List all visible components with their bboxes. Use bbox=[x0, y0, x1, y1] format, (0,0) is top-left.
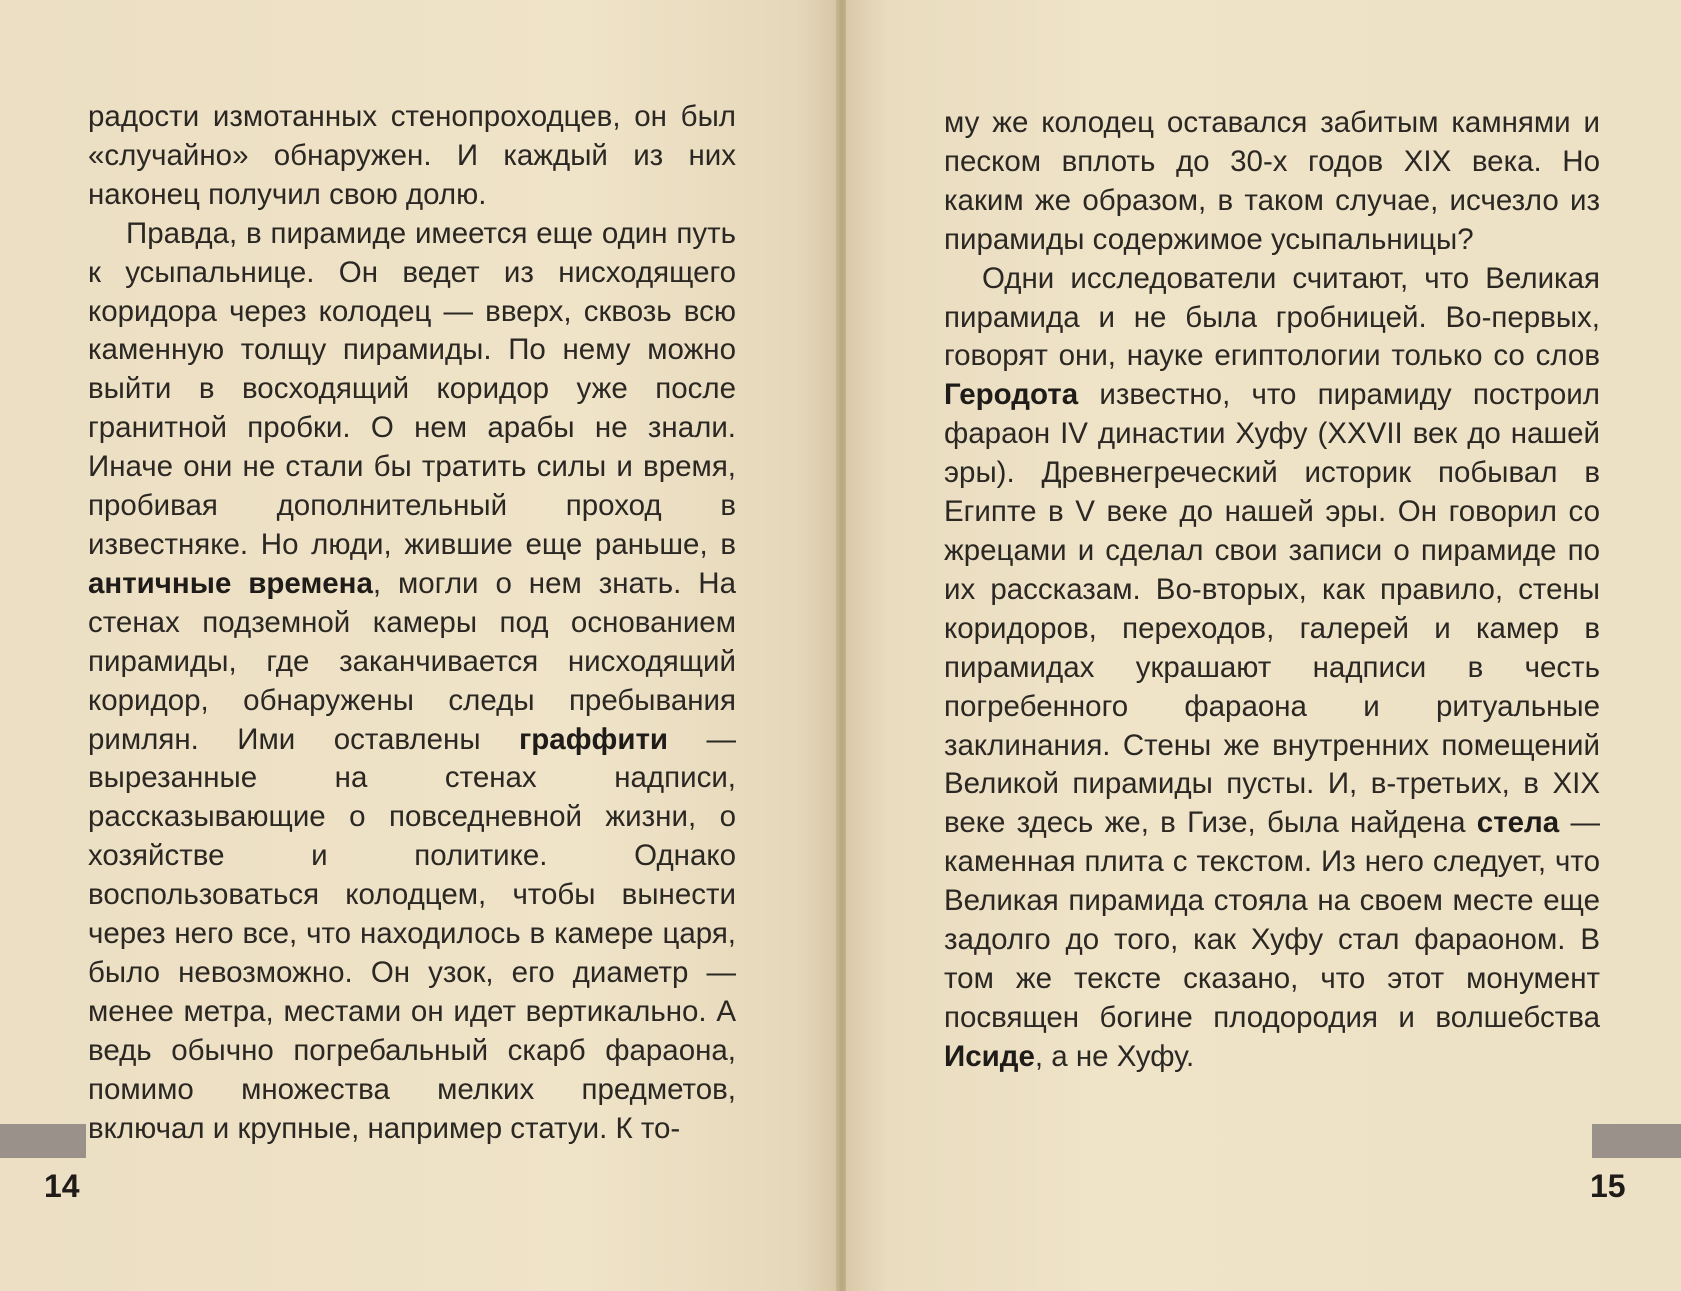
bold-term: стела bbox=[1476, 806, 1560, 840]
text-run: известно, что пирамиду построил фараон IV династии Хуфу (XXVII век до нашей эры). Древнегреческий историк побывал в Египте в V веке до нашей эры. Он говорил со жрецами и сделал свои записи о пирамиде по их рассказам. Во-вторых, как правило, стены коридоров, переходов, галерей и камер в пирамидах украшают надписи в честь погребенного фараона и ритуальные заклинания. Стены же внутренних помещений Великой пирамиды пусты. И, в-третьих, в XIX веке здесь же, в Гизе, была найдена bbox=[944, 378, 1600, 840]
paragraph bbox=[944, 260, 1600, 1077]
text-run: радости измотанных стенопроходцев, он был «случайно» обнаружен. И каждый из них наконец получил свою долю. bbox=[88, 100, 736, 211]
paragraph bbox=[88, 215, 736, 1149]
paragraph bbox=[88, 98, 736, 215]
right-page-text bbox=[944, 104, 1600, 1077]
bold-term: античные времена bbox=[88, 566, 373, 600]
page-tab-marker bbox=[1592, 1124, 1681, 1158]
paragraph bbox=[944, 104, 1600, 260]
text-run: , могли о нем знать. На стенах подземной камеры под основанием пирамиды, где заканчивается нисходящий коридор, обнаружены следы пребывания римлян. Ими оставлены bbox=[88, 566, 736, 756]
bold-term: Геродота bbox=[944, 378, 1079, 412]
left-page bbox=[0, 0, 838, 1291]
page-tab-marker bbox=[0, 1124, 86, 1158]
left-page-text bbox=[88, 98, 736, 1148]
page-number: 14 bbox=[44, 1168, 80, 1204]
bold-term: граффити bbox=[518, 722, 669, 756]
text-run: му же колодец оставался забитым камнями и песком вплоть до 30-х годов XIX века. Но каким же образом, в таком случае, исчезло из пирамиды содержимое усыпальницы? bbox=[944, 106, 1600, 256]
page-number: 15 bbox=[1590, 1168, 1626, 1204]
right-page bbox=[846, 0, 1681, 1291]
bold-term: Исиде bbox=[944, 1039, 1035, 1073]
text-run: , а не Хуфу. bbox=[1034, 1039, 1195, 1073]
text-run: — каменная плита с текстом. Из него следует, что Великая пирамида стояла на своем месте еще задолго до того, как Хуфу стал фараоном. В том же тексте сказано, что этот монумент посвящен богине плодородия и волшебства bbox=[944, 806, 1600, 1034]
text-run: Правда, в пирамиде имеется еще один путь к усыпальнице. Он ведет из нисходящего коридора через колодец — вверх, сквозь всю каменную толщу пирамиды. По нему можно выйти в восходящий коридор уже после гранитной пробки. О нем арабы не знали. Иначе они не стали бы тратить силы и время, пробивая дополнительный проход в известняке. Но люди, жившие еще раньше, в bbox=[88, 216, 736, 561]
text-run: Одни исследователи считают, что Великая пирамида и не была гробницей. Во-первых, говорят они, науке египтологии только со слов bbox=[944, 261, 1600, 373]
text-run: — вырезанные на стенах надписи, рассказывающие о повседневной жизни, о хозяйстве и политике. Однако воспользоваться колодцем, чтобы вынести через него все, что находилось в камере царя, было невозможно. Он узок, его диаметр — менее метра, местами он идет вертикально. А ведь обычно погребальный скарб фараона, помимо множества мелких предметов, включал и крупные, например статуи. К то- bbox=[88, 722, 736, 1145]
